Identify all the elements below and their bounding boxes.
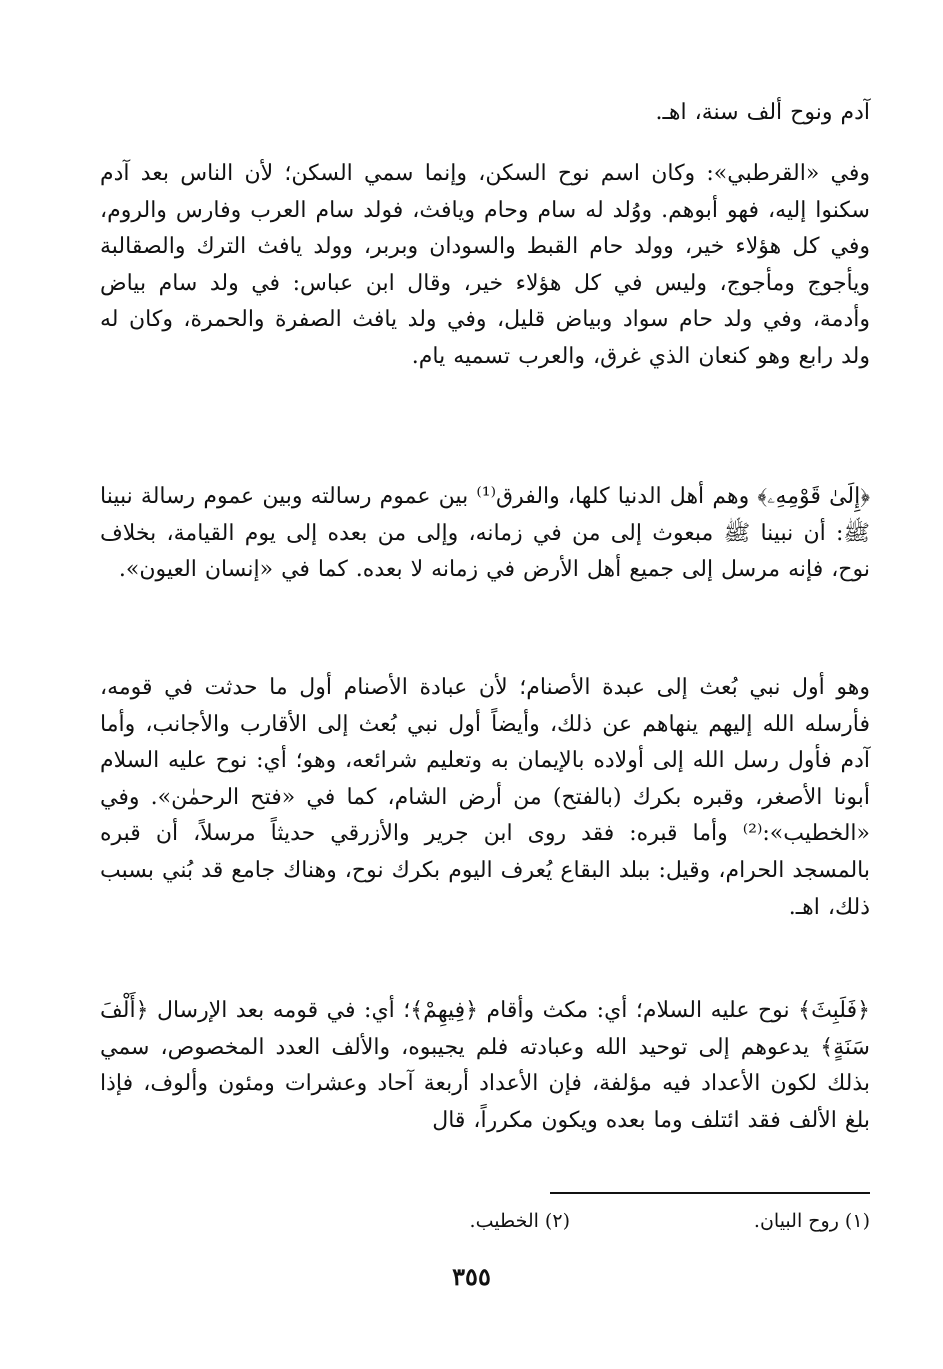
paragraph-2 bbox=[100, 156, 870, 376]
paragraph-5 bbox=[100, 993, 870, 1139]
footnote-2: (٢) الخطيب. bbox=[469, 1210, 570, 1232]
paragraph-text: ﴿فَلَبِثَ﴾ نوح عليه السلام؛ أي: مكث وأقام ﴿فِيهِمْ﴾؛ أي: في قومه بعد الإرسال ﴿أَلْفَ سَنَةٍ﴾ يدعوهم إلى توحيد الله وعبادته فلم يجيبوه، والألف العدد المخصوص، سمي بذلك لكون الأعداد فيه مؤلفة، فإن الأعداد أربعة آحاد وعشرات ومئون وألوف، فإذا بلغ الألف فقد ائتلف وما بعده ويكون مكرراً، قال bbox=[100, 998, 870, 1133]
paragraph-3 bbox=[100, 479, 870, 589]
footnote-divider bbox=[550, 1192, 870, 1194]
paragraph-text: وفي «القرطبي»: وكان اسم نوح السكن، وإنما سمي السكن؛ لأن الناس بعد آدم سكنوا إليه، فهو أبوهم. ووُلد له سام وحام ويافث، فولد سام العرب وفارس والروم، وفي كل هؤلاء خير، وولد حام القبط والسودان وبربر، وولد يافث الترك والصقالبة ويأجوج ومأجوج، وليس في كل هؤلاء خير، وقال ابن عباس: في ولد سام بياض وأدمة، وفي ولد حام سواد وبياض قليل، وفي ولد يافث الصفرة والحمرة، وكان له ولد رابع وهو كنعان الذي غرق، والعرب تسميه يام. bbox=[100, 161, 870, 369]
paragraph-text: وهو أول نبي بُعث إلى عبدة الأصنام؛ لأن عبادة الأصنام أول ما حدثت في قومه، فأرسله الله إليهم ينهاهم عن ذلك، وأيضاً أول نبي بُعث إلى الأقارب والأجانب، وأما آدم فأول رسل الله إلى أولاده بالإيمان به وتعليم شرائعه، وهو؛ أي: نوح عليه السلام أبونا الأصغر، وقبره بكرك (بالفتح) من أرض الشام، كما في «فتح الرحمٰن». وفي «الخطيب»:⁽²⁾ وأما قبره: فقد روى ابن جرير والأزرقي حديثاً مرسلاً، أن قبره بالمسجد الحرام، وقيل: ببلد البقاع يُعرف اليوم بكرك نوح، وهناك جامع قد بُني بسبب ذلك، اهـ. bbox=[100, 675, 870, 920]
paragraph-4 bbox=[100, 670, 870, 926]
paragraph-1 bbox=[100, 95, 870, 132]
paragraph-text: آدم ونوح ألف سنة، اهـ. bbox=[655, 100, 870, 125]
page-number: ٣٥٥ bbox=[452, 1262, 491, 1291]
paragraph-text: ﴿إِلَىٰ قَوْمِهِۦ﴾ وهم أهل الدنيا كلها، والفرق⁽¹⁾ بين عموم رسالته وبين عموم رسالة نبينا ﷺ: أن نبينا ﷺ مبعوث إلى من في زمانه، وإلى من بعده إلى يوم القيامة، بخلاف نوح، فإنه مرسل إلى جميع أهل الأرض في زمانه لا بعده. كما في «إنسان العيون». bbox=[100, 484, 870, 583]
footnote-1: (١) روح البيان. bbox=[753, 1210, 870, 1232]
